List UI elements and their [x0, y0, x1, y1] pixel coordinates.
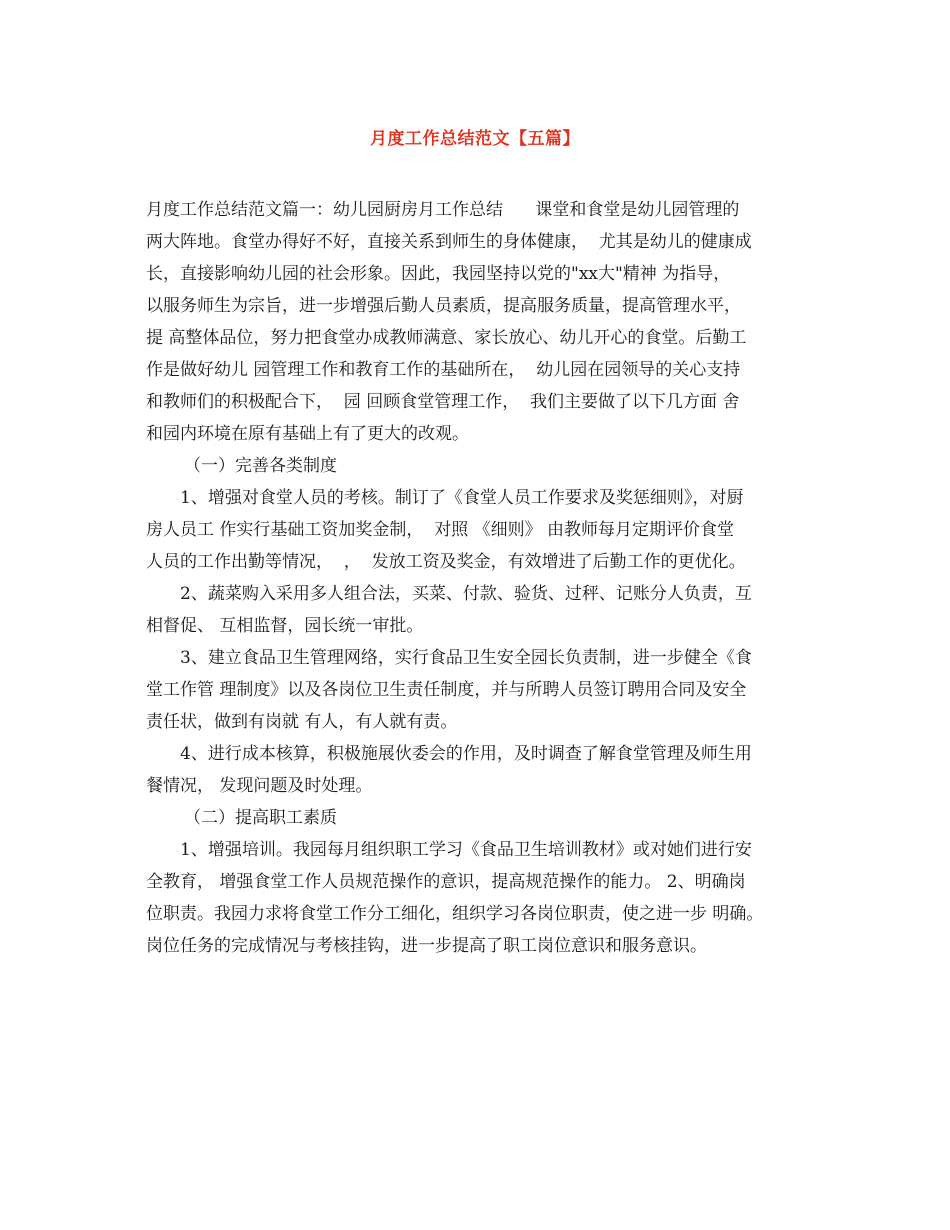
- text-line: （二）提高职工素质: [184, 808, 337, 828]
- text-line: 相督促、 互相监督，园长统一审批。: [146, 616, 424, 636]
- text-line: 4、进行成本核算，积极施展伙委会的作用，及时调查了解食堂管理及师生用: [180, 744, 752, 764]
- text-line: 作是做好幼儿 园管理工作和教育工作的基础所在， 幼儿园在园领导的关心支持: [146, 360, 741, 380]
- text-line: 3、建立食品卫生管理网络，实行食品卫生安全园长负责制，进一步健全《食: [180, 648, 752, 668]
- text-line: 和教师们的积极配合下， 园 回顾食堂管理工作， 我们主要做了以下几方面 舍: [146, 392, 740, 412]
- text-line: （一）完善各类制度: [184, 456, 337, 476]
- text-line: 长，直接影响幼儿园的社会形象。因此，我园坚持以党的"xx大"精神 为指导，: [146, 264, 731, 284]
- text-line: 提 高整体品位，努力把食堂办成教师满意、家长放心、幼儿开心的食堂。后勤工: [146, 328, 747, 348]
- text-line: 月度工作总结范文篇一：幼儿园厨房月工作总结 课堂和食堂是幼儿园管理的: [146, 200, 740, 220]
- text-line: 餐情况， 发现问题及时处理。: [146, 776, 373, 796]
- text-line: 堂工作管 理制度》以及各岗位卫生责任制度，并与所聘人员签订聘用合同及安全: [146, 680, 747, 700]
- text-line: 1、增强培训。我园每月组织职工学习《食品卫生培训教材》或对她们进行安: [180, 840, 752, 860]
- text-line: 以服务师生为宗旨，进一步增强后勤人员素质，提高服务质量，提高管理水平，: [146, 296, 741, 316]
- text-line: 两大阵地。食堂办得好不好，直接关系到师生的身体健康， 尤其是幼儿的健康成: [146, 232, 752, 252]
- document-body: [146, 194, 816, 962]
- text-line: 责任状，做到有岗就 有人，有人就有责。: [146, 712, 458, 732]
- text-line: 和园内环境在原有基础上有了更大的改观。: [146, 424, 469, 444]
- text-line: 人员的工作出勤等情况， ， 发放工资及奖金，有效增进了后勤工作的更优化。: [146, 552, 746, 572]
- text-line: 岗位任务的完成情况与考核挂钩，进一步提高了职工岗位意识和服务意识。: [146, 936, 707, 956]
- text-line: 1、增强对食堂人员的考核。制订了《食堂人员工作要求及奖惩细则》，对厨: [180, 488, 744, 508]
- text-line: 全教育， 增强食堂工作人员规范操作的意识，提高规范操作的能力。 2、明确岗: [146, 872, 746, 892]
- document-title: 月度工作总结范文【五篇】: [370, 129, 580, 149]
- text-line: 2、蔬菜购入采用多人组合法，买菜、付款、验货、过秤、记账分人负责，互: [180, 584, 752, 604]
- text-line: 位职责。我园力求将食堂工作分工细化，组织学习各岗位职责，使之进一步 明确。: [146, 904, 764, 924]
- text-line: 房人员工 作实行基础工资加奖金制， 对照 《细则》 由教师每月定期评价食堂: [146, 520, 735, 540]
